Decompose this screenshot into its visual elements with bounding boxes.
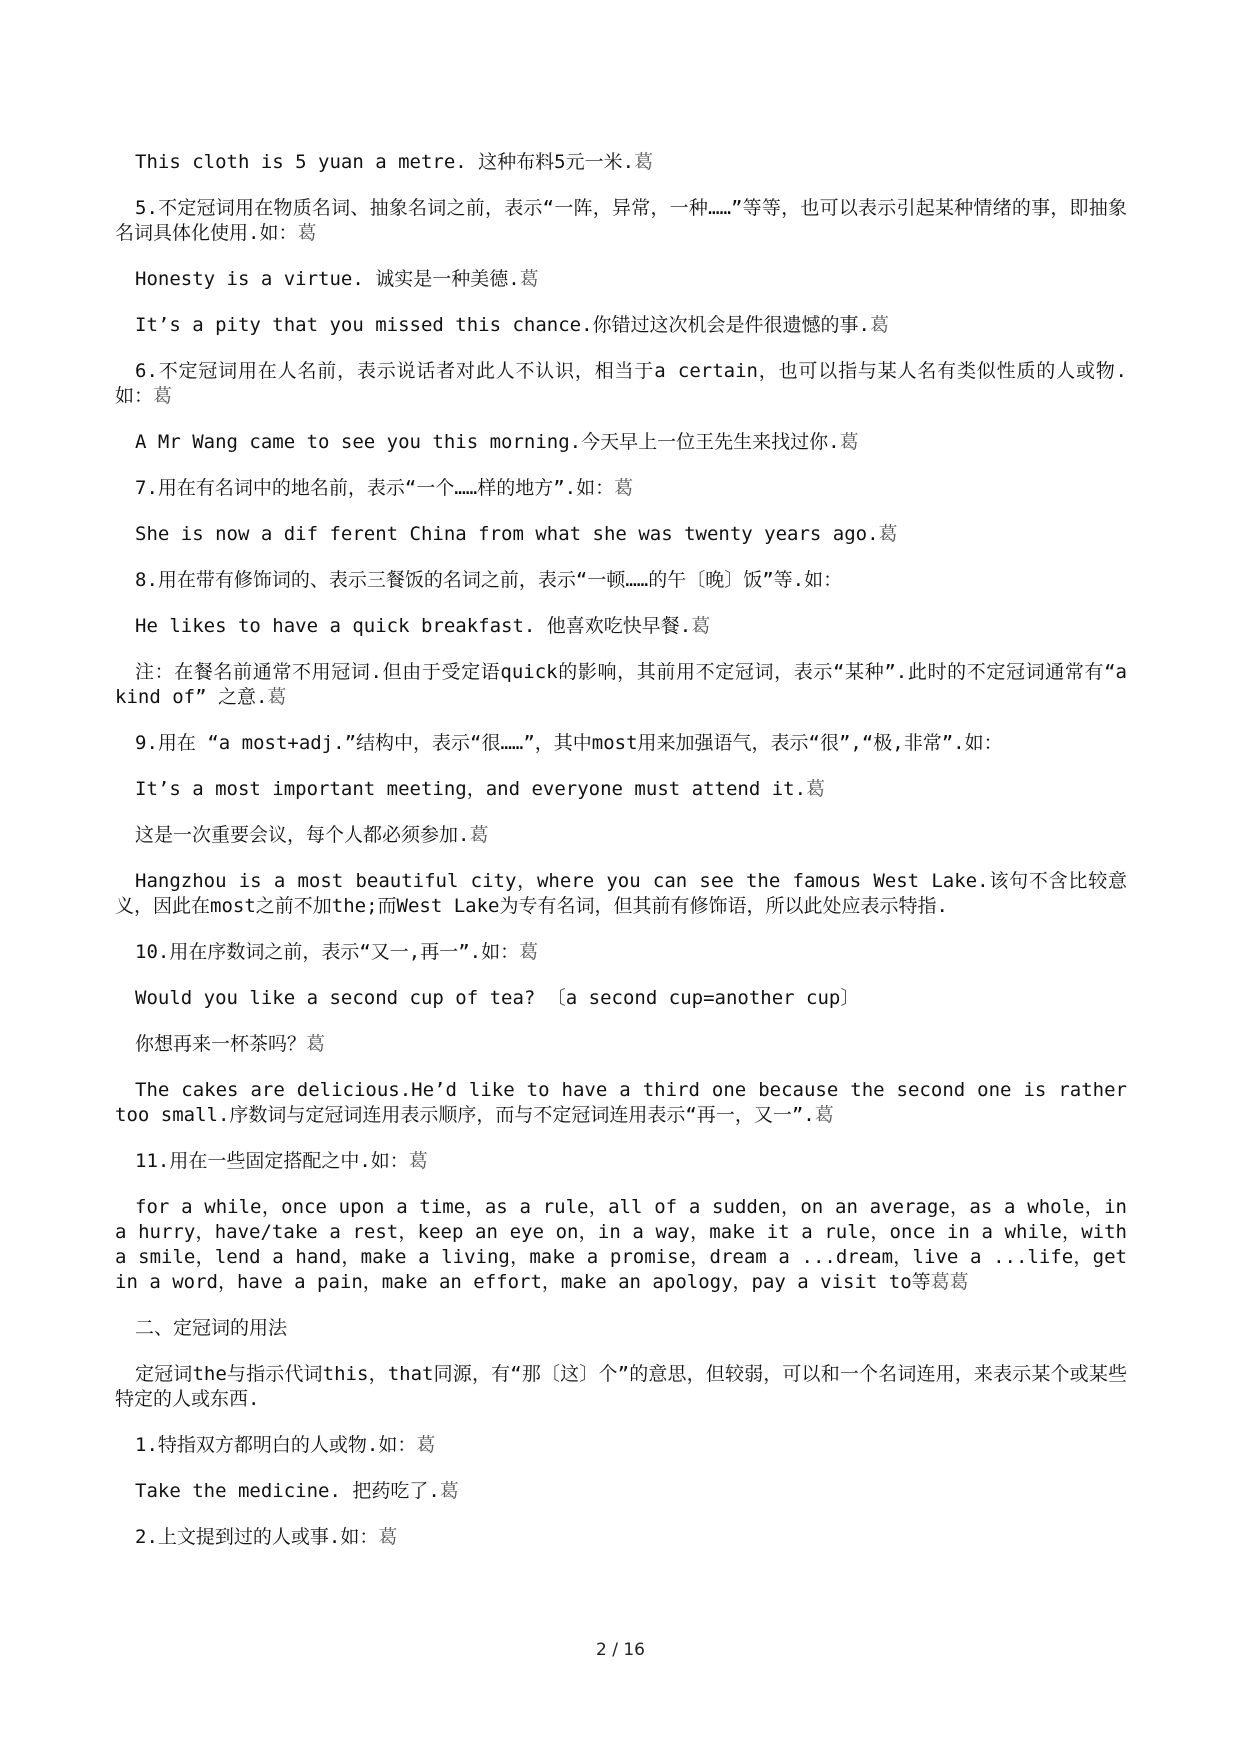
paragraph-6: A Mr Wang came to see you this morning.今天早上一位王先生来找过你.葛 (135, 431, 859, 453)
paragraph-25: Take the medicine. 把药吃了.葛 (135, 1480, 459, 1502)
paragraph-8: She is now a dif ferent China from what she was twenty years ago.葛 (135, 523, 898, 545)
paragraph-mark: 葛 (378, 1526, 398, 1548)
paragraph-14: 这是一次重要会议，每个人都必须参加.葛 (135, 824, 489, 846)
paragraph-19: The cakes are delicious.He’d like to have a third one because the second one is rather too small.序数词与定冠词连用表示顺序，而与不定冠词连用表示“再一，又一”.葛 (115, 1079, 1127, 1126)
paragraph-mark: 葛葛 (930, 1271, 969, 1293)
paragraph-mark: 葛 (634, 151, 654, 173)
paragraph-2: 5.不定冠词用在物质名词、抽象名词之前，表示“一阵，异常，一种……”等等，也可以表示引起某种情绪的事，即抽象名词具体化使用.如：葛 (115, 197, 1127, 244)
paragraph-26: 2.上文提到过的人或事.如：葛 (135, 1526, 398, 1548)
paragraph-mark: 葛 (814, 1104, 834, 1126)
paragraph-mark: 葛 (306, 1033, 326, 1055)
page-number: 2 / 16 (596, 1640, 645, 1660)
paragraph-mark: 葛 (408, 1150, 428, 1172)
section-heading: 二、定冠词的用法 (135, 1317, 288, 1339)
paragraph-mark: 葛 (519, 268, 539, 290)
paragraph-12: 9.用在 “a most+adj.”结构中，表示“很……”，其中most用来加强语气，表示“很”,“极,非常”.如： (135, 732, 1003, 754)
paragraph-5: 6.不定冠词用在人名前，表示说话者对此人不认识，相当于a certain，也可以指与某人名有类似性质的人或物.如：葛 (115, 360, 1127, 407)
paragraph-13: It’s a most important meeting，and everyone must attend it.葛 (135, 778, 826, 800)
paragraph-mark: 葛 (439, 1480, 459, 1502)
paragraph-11: 注：在餐名前通常不用冠词.但由于受定语quick的影响，其前用不定冠词，表示“某种”.此时的不定冠词通常有“a kind of” 之意.葛 (115, 661, 1127, 708)
paragraph-17: Would you like a second cup of tea? 〔a second cup=another cup〕 (135, 987, 860, 1009)
paragraph-mark: 葛 (614, 477, 634, 499)
paragraph-1: This cloth is 5 yuan a metre. 这种布料5元一米.葛 (135, 151, 654, 173)
paragraph-7: 7.用在有名词中的地名前，表示“一个……样的地方”.如：葛 (135, 477, 634, 499)
paragraph-mark: 葛 (878, 523, 898, 545)
paragraph-16: 10.用在序数词之前，表示“又一,再一”.如：葛 (135, 941, 539, 963)
paragraph-10: He likes to have a quick breakfast. 他喜欢吃快早餐.葛 (135, 615, 711, 637)
paragraph-mark: 葛 (297, 222, 317, 244)
paragraph-24: 1.特指双方都明白的人或物.如：葛 (135, 1434, 436, 1456)
paragraph-15: Hangzhou is a most beautiful city，where you can see the famous West Lake.该句不含比较意义，因此在most之前不加the;而West Lake为专有名词，但其前有修饰语，所以此处应表示特指. (115, 870, 1127, 917)
paragraph-20: 11.用在一些固定搭配之中.如：葛 (135, 1150, 428, 1172)
paragraph-mark: 葛 (839, 431, 859, 453)
paragraph-mark: 葛 (519, 941, 539, 963)
document-body (115, 150, 1127, 1571)
paragraph-23: 定冠词the与指示代词this，that同源，有“那〔这〕个”的意思，但较弱，可以和一个名词连用，来表示某个或某些特定的人或东西. (115, 1363, 1127, 1410)
paragraph-18: 你想再来一杯茶吗？葛 (135, 1033, 326, 1055)
paragraph-3: Honesty is a virtue. 诚实是一种美德.葛 (135, 268, 539, 290)
paragraph-mark: 葛 (469, 824, 489, 846)
paragraph-21: for a while，once upon a time，as a rule，all of a sudden，on an average，as a whole，in a hurry，have/take a rest，keep an eye on，in a way，make it a rule，once in a while，with a smile，lend a hand，make a living，make a promise，dream a ...dream，live a ...life，get in a word，have a pain，make an effort，make an apology，pay a visit to等葛葛 (115, 1196, 1127, 1293)
paragraph-mark: 葛 (416, 1434, 436, 1456)
paragraph-mark: 葛 (691, 615, 711, 637)
paragraph-mark: 葛 (153, 385, 173, 407)
paragraph-9: 8.用在带有修饰词的、表示三餐饭的名词之前，表示“一顿……的午〔晚〕饭”等.如： (135, 569, 843, 591)
paragraph-mark: 葛 (267, 686, 287, 708)
paragraph-4: It’s a pity that you missed this chance.你错过这次机会是件很遗憾的事.葛 (135, 314, 890, 336)
paragraph-mark: 葛 (870, 314, 890, 336)
paragraph-mark: 葛 (806, 778, 826, 800)
